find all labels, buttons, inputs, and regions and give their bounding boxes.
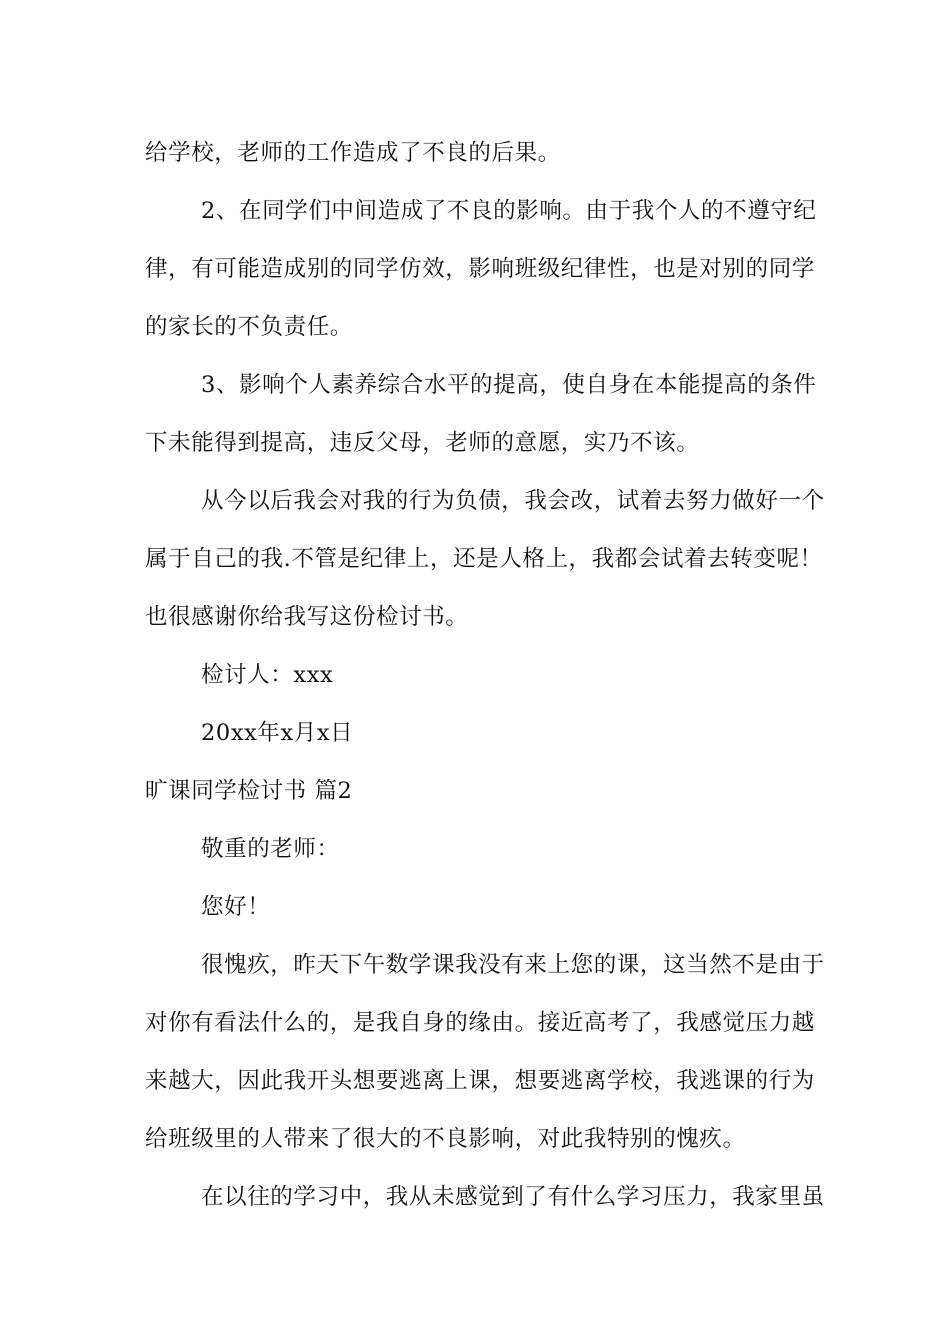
- text-line: 来越大，因此我开头想要逃离上课，想要逃离学校，我逃课的行为: [145, 1068, 815, 1094]
- text-line: 的家长的不负责任。: [145, 314, 353, 340]
- text-line: 从今以后我会对我的行为负债，我会改，试着去努力做好一个: [201, 488, 825, 514]
- text-line: 下未能得到提高，违反父母，老师的意愿，实乃不该。: [145, 430, 700, 456]
- section-heading: 旷课同学检讨书 篇2: [145, 778, 353, 804]
- text-line: 属于自己的我.不管是纪律上，还是人格上，我都会试着去转变呢！: [145, 546, 823, 572]
- text-line: 在以往的学习中，我从未感觉到了有什么学习压力，我家里虽: [201, 1184, 825, 1210]
- greeting: 您好！: [201, 894, 271, 920]
- text-line: 给班级里的人带来了很大的不良影响，对此我特别的愧疚。: [145, 1126, 746, 1152]
- text-line: 3、影响个人素养综合水平的提高，使自身在本能提高的条件: [201, 372, 817, 398]
- text-line: 很愧疚，昨天下午数学课我没有来上您的课，这当然不是由于: [201, 952, 825, 978]
- salutation: 敬重的老师：: [201, 836, 340, 862]
- text-line: 2、在同学们中间造成了不良的影响。由于我个人的不遵守纪: [201, 198, 817, 224]
- text-line: 对你有看法什么的，是我自身的缘由。接近高考了，我感觉压力越: [145, 1010, 815, 1036]
- signature-line: 检讨人：xxx: [201, 662, 334, 688]
- text-line: 也很感谢你给我写这份检讨书。: [145, 604, 469, 630]
- text-line: 给学校，老师的工作造成了不良的后果。: [145, 140, 561, 166]
- text-line: 律，有可能造成别的同学仿效，影响班级纪律性，也是对别的同学: [145, 256, 815, 282]
- date-line: 20xx年x月x日: [201, 720, 354, 746]
